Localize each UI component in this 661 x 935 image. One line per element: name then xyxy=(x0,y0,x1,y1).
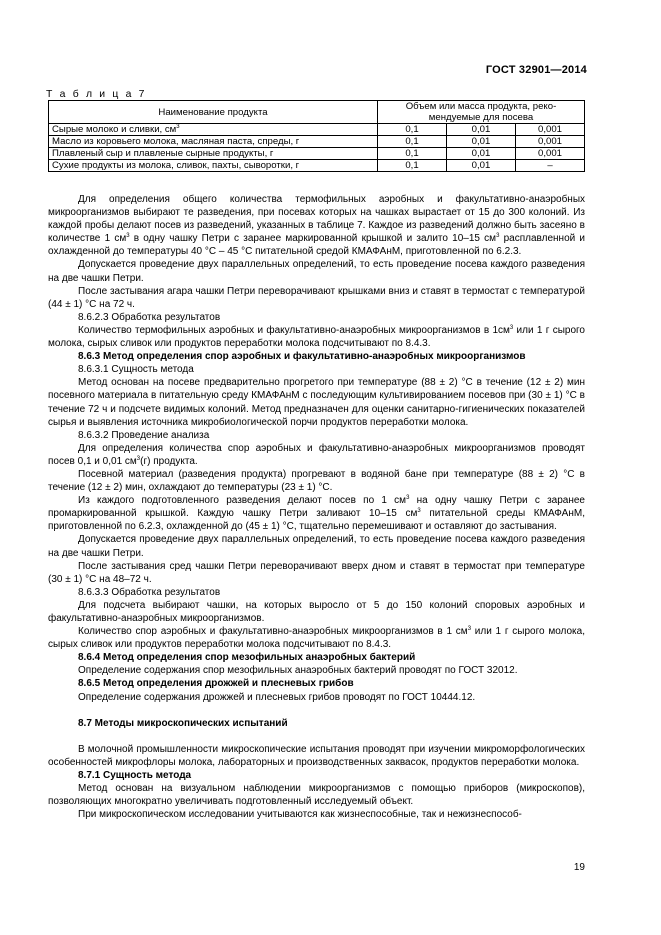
table-header-row xyxy=(49,101,585,124)
subsection-title: 8.6.2.3 Обработка результатов xyxy=(78,311,221,323)
paragraph: При микроскопическом исследовании учитываются как жизнеспособные, так и нежизнеспособ- xyxy=(78,809,522,821)
column-header-volume: Объем или масса продукта, реко- мендуемые для посева xyxy=(378,101,585,124)
paragraph: После застывания агара чашки Петри переворачивают крышками вниз и ставят в термостат с температурой (44 ± 1) °С на 72 ч. xyxy=(48,285,585,310)
table-cell: 0,1 xyxy=(378,160,447,172)
table-cell: 0,1 xyxy=(378,124,447,136)
subsection-title: 8.6.3.1 Сущность метода xyxy=(78,364,194,376)
subsection-title: 8.6.3.2 Проведение анализа xyxy=(78,429,210,441)
table-cell-product: Сухие продукты из молока, сливок, пахты, сыворотки, г xyxy=(49,160,378,172)
table-row xyxy=(49,148,585,160)
subsection-title: 8.6.3.3 Обработка результатов xyxy=(78,586,221,598)
paragraph: Метод основан на посеве предварительно прогретого при температуре (88 ± 2) °С в течение (12 ± 2) мин посевного материала в питательную среду КМАФАнМ с последующим культивированием посевов при (30 ± 1) °С в течение 72 ч и подсчете видимых колоний. Метод предназначен для оценки санитарно-гигиенических показателей сырья и выявления источника микробиологической порчи продуктов переработки молока. xyxy=(48,377,585,428)
paragraph: Определение содержания дрожжей и плесневых грибов проводят по ГОСТ 10444.12. xyxy=(78,691,476,703)
table-cell: 0,01 xyxy=(447,148,516,160)
table-cell: 0,1 xyxy=(378,136,447,148)
table-cell: 0,001 xyxy=(516,124,585,136)
table-cell: 0,001 xyxy=(516,148,585,160)
column-header-product: Наименование продукта xyxy=(49,101,378,124)
paragraph: Количество спор аэробных и факультативно-анаэробных микроорганизмов в 1 $см^3$ или 1 г сырого молока, сырых сливок или продуктов переработки молока подсчитывают по 8.4.3. xyxy=(48,626,585,651)
paragraph: Допускается проведение двух параллельных определений, то есть проведение посева каждого разведения на две чашки Петри. xyxy=(48,259,585,284)
paragraph: Для подсчета выбирают чашки, на которых выросло от 5 до 150 колоний споровых аэробных и факультативно-анаэробных микроорганизмов. xyxy=(48,599,585,624)
table-cell: 0,001 xyxy=(516,136,585,148)
table-7 xyxy=(48,100,585,172)
paragraph: После застывания сред чашки Петри переворачивают вверх дном и ставят в термостат при температуре (30 ± 1) °С на 48–72 ч. xyxy=(48,560,585,585)
table-caption: Т а б л и ц а 7 xyxy=(46,89,147,100)
body-text xyxy=(48,193,585,822)
table-cell: 0,1 xyxy=(378,148,447,160)
table-row xyxy=(49,136,585,148)
section-heading: 8.6.3 Метод определения спор аэробных и факультативно-анаэробных микроорганизмов xyxy=(78,351,526,363)
section-heading: 8.7 Методы микроскопических испытаний xyxy=(78,717,288,729)
table-cell: 0,01 xyxy=(447,136,516,148)
paragraph: Определение содержания спор мезофильных анаэробных бактерий проводят по ГОСТ 32012. xyxy=(78,665,518,677)
paragraph: Количество термофильных аэробных и факультативно-анаэробных микроорганизмов в $1см^3$ или 1 г сырого молока, сырых сливок или продуктов переработки молока подсчитывают по 8.4.3. xyxy=(48,324,585,350)
section-heading: 8.7.1 Сущность метода xyxy=(78,770,192,782)
page-number: 19 xyxy=(573,862,585,873)
paragraph: В молочной промышленности микроскопические испытания проводят при изучении микроморфологических особенностей микрофлоры молока, лабораторных и производственных заквасок, продуктов переработки молока. xyxy=(48,743,585,769)
paragraph: Посевной материал (разведения продукта) прогревают в водяной бане при температуре (88 ± 2) °С в течение (12 ± 2) мин, охлаждают до температуры (23 ± 1) °С. xyxy=(48,468,585,494)
paragraph: Из каждого подготовленного разведения делают посев по 1 $см^3$ на одну чашку Петри с заранее промаркированной крышкой. Каждую чашку Петри заливают 10–15 $см^3$ питательной среды КМАФАнМ, приготовленной по 6.2.3, охлажденной до (45 ± 1) °С, тщательно перемешивают и оставляют до застывания. xyxy=(48,495,585,533)
paragraph: Метод основан на визуальном наблюдении микроорганизмов с помощью приборов (микроскопов), позволяющих многократно увеличивать подготовленный исследуемый объект. xyxy=(48,783,585,808)
table-cell-product: Плавленый сыр и плавленые сырные продукты, г xyxy=(49,148,378,160)
table-cell: – xyxy=(516,160,585,172)
paragraph: Для определения общего количества термофильных аэробных и факультативно-анаэробных микроорганизмов выбирают те разведения, при посевах которых на чашках вырастает от 15 до 300 колоний. Из каждой пробы делают посев из разведений, указанных в таблице 7. Каждое из разведений должно быть засеяно в количестве 1 $см^3$ в одну чашку Петри с заранее маркированной крышкой и залито 10–15 $см^3$ расплавленной и охлажденной до температуры 40 °С – 45 °С питательной средой КМАФАнМ, приготовленной по 6.2.3. xyxy=(48,194,586,258)
paragraph: Для определения количества спор аэробных и факультативно-анаэробных микроорганизмов проводят посев 0,1 и 0,01 $см^3(г)$ продукта. xyxy=(48,442,585,467)
table-row xyxy=(49,160,585,172)
paragraph: Допускается проведение двух параллельных определений, то есть проведение посева каждого разведения на две чашки Петри. xyxy=(48,534,585,559)
table-row xyxy=(49,124,585,136)
section-heading: 8.6.4 Метод определения спор мезофильных анаэробных бактерий xyxy=(78,652,416,664)
table-cell: 0,01 xyxy=(447,160,516,172)
section-heading: 8.6.5 Метод определения дрожжей и плесневых грибов xyxy=(78,678,354,690)
table-cell-product: Сырые молоко и сливки, $см^3$ xyxy=(49,124,378,136)
table-cell-product: Масло из коровьего молока, масляная паста, спреды, г xyxy=(49,136,378,148)
document-number: ГОСТ 32901—2014 xyxy=(485,64,587,76)
table-cell: 0,01 xyxy=(447,124,516,136)
